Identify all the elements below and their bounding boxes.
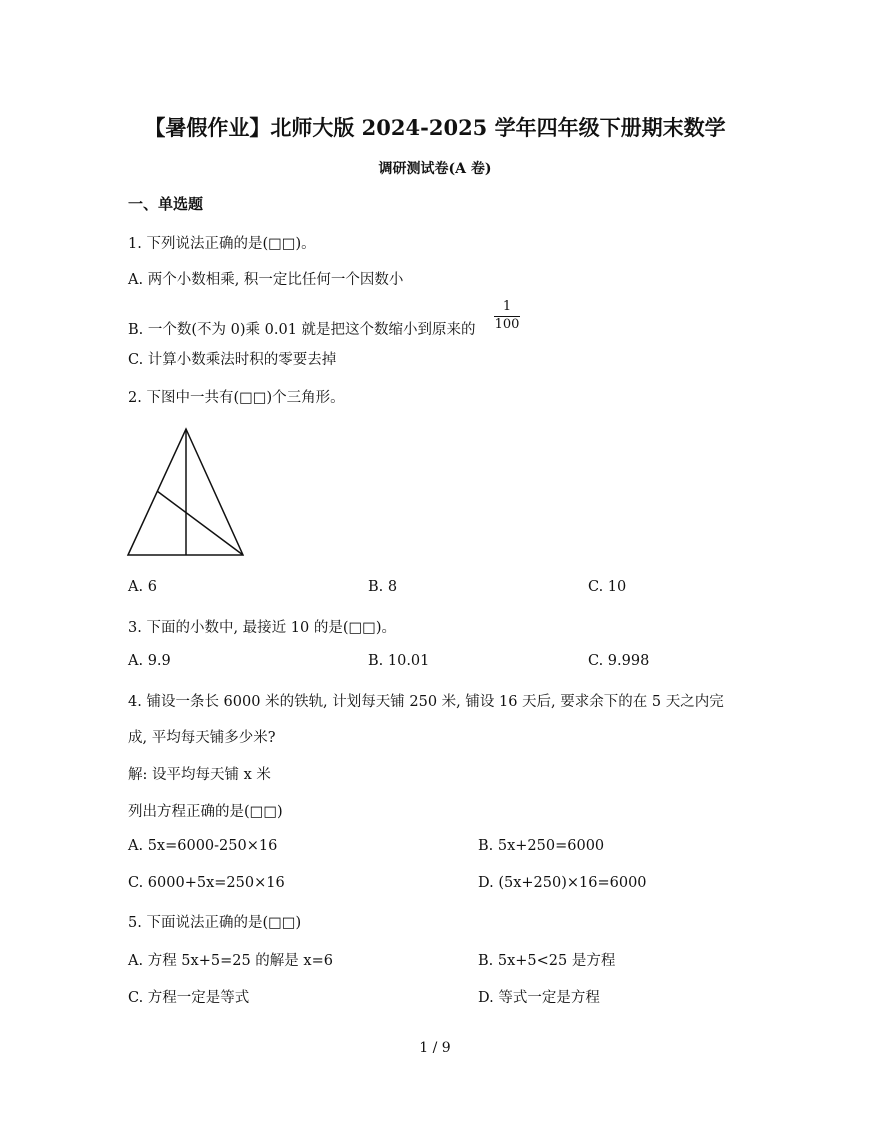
page-number: 1 / 9: [419, 1040, 451, 1056]
question-3-option-b: B. 10.01: [368, 653, 430, 669]
question-5-option-c: C. 方程一定是等式: [128, 990, 250, 1006]
question-2-option-c: C. 10: [588, 579, 627, 595]
question-4-option-a: A. 5x=6000-250×16: [128, 838, 278, 854]
question-2-stem: 2. 下图中一共有(□□)个三角形。: [128, 390, 345, 406]
question-4-option-b: B. 5x+250=6000: [478, 838, 605, 854]
question-3-stem: 3. 下面的小数中, 最接近 10 的是(□□)。: [128, 620, 397, 636]
fraction-denominator: 100: [494, 317, 520, 332]
question-4-option-c: C. 6000+5x=250×16: [128, 875, 285, 891]
document-title: 【暑假作业】北师大版 2024-2025 学年四年级下册期末数学: [144, 115, 726, 140]
question-5-option-b: B. 5x+5<25 是方程: [478, 953, 616, 969]
question-4-solution: 解: 设平均每天铺 x 米: [128, 767, 271, 783]
question-2-option-a: A. 6: [128, 579, 157, 595]
question-5-stem: 5. 下面说法正确的是(□□): [128, 915, 302, 931]
question-5-option-a: A. 方程 5x+5=25 的解是 x=6: [128, 953, 333, 969]
question-4-stem-line-2: 成, 平均每天铺多少米?: [128, 730, 276, 746]
question-1-option-a: A. 两个小数相乘, 积一定比任何一个因数小: [128, 272, 404, 288]
question-1-option-c: C. 计算小数乘法时积的零要去掉: [128, 352, 337, 368]
question-1-option-b: B. 一个数(不为 0)乘 0.01 就是把这个数缩小到原来的: [128, 322, 476, 338]
fraction-one-hundredth: [494, 298, 520, 333]
section-heading: 一、单选题: [128, 195, 204, 213]
question-3-option-c: C. 9.998: [588, 653, 650, 669]
question-2-option-b: B. 8: [368, 579, 398, 595]
document-subtitle: 调研测试卷(A 卷): [378, 161, 492, 177]
triangle-figure: [124, 424, 248, 560]
fraction-numerator: 1: [502, 299, 512, 314]
question-1-stem: 1. 下列说法正确的是(□□)。: [128, 236, 316, 252]
question-4-stem-line-1: 4. 铺设一条长 6000 米的铁轨, 计划每天铺 250 米, 铺设 16 天后, 要求余下的在 5 天之内完: [128, 694, 724, 710]
question-3-option-a: A. 9.9: [128, 653, 171, 669]
question-5-option-d: D. 等式一定是方程: [478, 990, 600, 1006]
diagonal-segment: [157, 491, 243, 555]
question-4-prompt: 列出方程正确的是(□□): [128, 804, 283, 820]
question-4-option-d: D. (5x+250)×16=6000: [478, 875, 647, 891]
